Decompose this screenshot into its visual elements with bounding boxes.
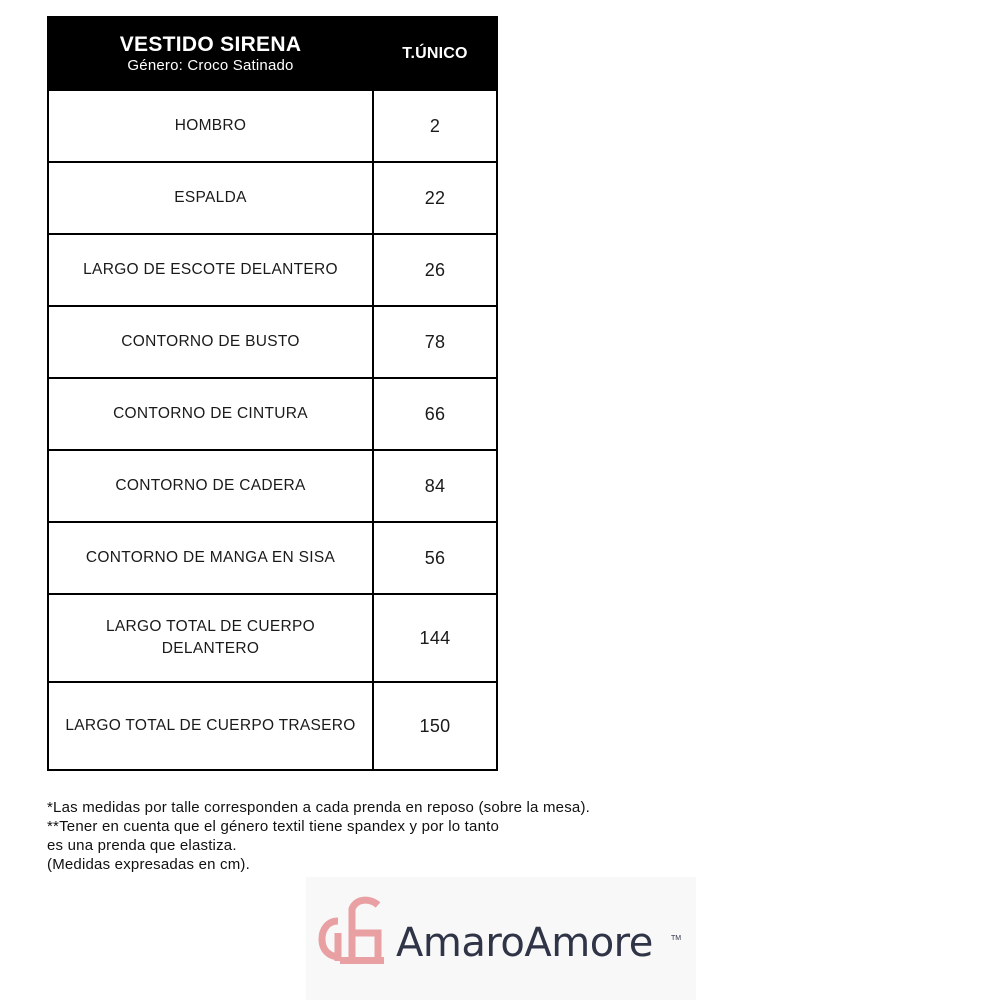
measure-value: 66 — [424, 403, 446, 424]
measure-value-cell — [373, 162, 497, 234]
table-row — [48, 306, 497, 378]
measure-label: CONTORNO DE BUSTO — [121, 333, 300, 350]
table-row — [48, 682, 497, 770]
fabric-subtitle: Género: Croco Satinado — [127, 56, 294, 74]
measure-label: LARGO TOTAL DE CUERPO TRASERO — [65, 717, 356, 734]
measure-value: 56 — [424, 547, 446, 568]
measure-label: CONTORNO DE CADERA — [115, 477, 306, 494]
measure-value-cell — [373, 234, 497, 306]
measure-value: 22 — [424, 187, 446, 208]
size-header: T.ÚNICO — [402, 44, 468, 62]
measure-value-cell — [373, 450, 497, 522]
measure-label: LARGO TOTAL DE CUERPO DELANTERO — [106, 618, 315, 657]
table-row — [48, 522, 497, 594]
measure-value: 144 — [419, 627, 451, 648]
note-line: *Las medidas por talle corresponden a cada prenda en reposo (sobre la mesa). — [47, 799, 591, 816]
measure-label: CONTORNO DE MANGA EN SISA — [85, 549, 336, 566]
table-row — [48, 234, 497, 306]
measure-value-cell — [373, 594, 497, 682]
measure-value-cell — [373, 90, 497, 162]
measure-label-cell — [48, 378, 373, 450]
measure-value: 2 — [429, 115, 441, 136]
note-line: (Medidas expresadas en cm). — [47, 856, 250, 873]
table-header-row — [48, 17, 497, 90]
measure-label-cell — [48, 522, 373, 594]
measure-value-cell — [373, 378, 497, 450]
table-title-cell — [48, 17, 373, 90]
measure-label-cell — [48, 234, 373, 306]
measure-value-cell — [373, 522, 497, 594]
measure-value-cell — [373, 306, 497, 378]
measurement-notes — [47, 798, 747, 874]
measure-label: CONTORNO DE CINTURA — [113, 405, 308, 422]
measure-label-cell — [48, 450, 373, 522]
measure-label-cell — [48, 306, 373, 378]
measure-label: ESPALDA — [174, 189, 247, 206]
note-line: es una prenda que elastiza. — [47, 837, 237, 854]
brand-mark-icon — [318, 895, 388, 967]
table-row — [48, 450, 497, 522]
measure-value: 84 — [424, 475, 446, 496]
table-row — [48, 162, 497, 234]
measure-label-cell — [48, 594, 373, 682]
brand-name: AmaroAmore — [396, 920, 653, 966]
table-row — [48, 90, 497, 162]
size-header-cell — [373, 17, 497, 90]
measure-label: LARGO DE ESCOTE DELANTERO — [83, 261, 338, 278]
trademark-symbol: TM — [671, 935, 682, 942]
measure-value: 78 — [424, 331, 446, 352]
measure-label-cell — [48, 90, 373, 162]
table-row — [48, 594, 497, 682]
product-title: VESTIDO SIRENA — [119, 32, 302, 56]
measure-value: 26 — [424, 259, 446, 280]
measure-value: 150 — [419, 715, 451, 736]
table-row — [48, 378, 497, 450]
measure-label-cell — [48, 682, 373, 770]
brand-logo — [306, 877, 696, 1000]
measure-label-cell — [48, 162, 373, 234]
note-line: **Tener en cuenta que el género textil tiene spandex y por lo tanto — [47, 818, 500, 835]
measure-label: HOMBRO — [174, 117, 247, 134]
size-chart-table — [47, 16, 498, 771]
measure-value-cell — [373, 682, 497, 770]
